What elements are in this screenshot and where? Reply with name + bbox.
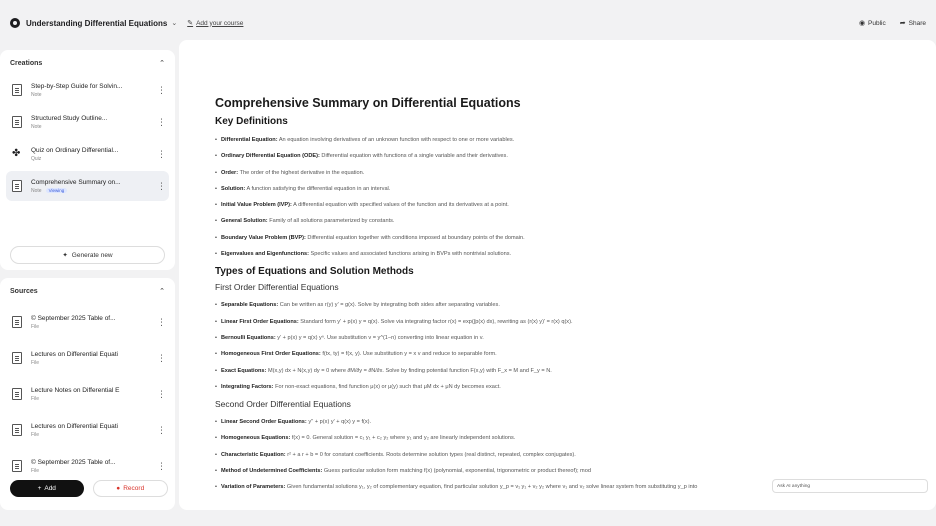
more-options-icon[interactable]: ⋮ [157,148,166,159]
item-title: Lecture Notes on Differential E [31,386,120,394]
note-icon [12,180,22,192]
list-item: • Solution: A function satisfying the differential equation in an interval. [215,185,391,192]
source-item[interactable] [6,379,169,409]
item-title: Quiz on Ordinary Differential... [31,146,119,154]
add-course-link[interactable] [187,19,243,27]
creation-item-active[interactable] [6,171,169,201]
chevron-down-icon[interactable]: ⌄ [171,20,178,27]
globe-icon: ◉ [858,20,866,27]
item-type: File [31,359,40,366]
plus-icon: + [37,485,42,492]
add-source-button[interactable] [10,480,84,497]
file-icon [12,460,22,472]
sources-panel [0,278,175,510]
item-title: Lectures on Differential Equati [31,422,118,430]
item-type: Note [31,91,42,98]
creation-item[interactable] [6,75,169,105]
section-heading: Key Definitions [215,116,288,127]
item-type: File [31,395,40,402]
list-item: • Exact Equations: M(x,y) dx + N(x,y) dy = 0 where ∂M/∂y = ∂N/∂x. Solve by finding potential function F(x,y) with F_x = M and F_y = N. [215,367,552,374]
note-icon [12,84,22,96]
item-type: Note [31,123,42,130]
more-options-icon[interactable]: ⋮ [157,424,166,435]
list-item: • Order: The order of the highest derivative in the equation. [215,169,365,176]
app-logo-icon [10,18,20,28]
item-type: File [31,431,40,438]
list-item: • Initial Value Problem (IVP): A differential equation with specified values of the function and its derivatives at a point. [215,202,509,209]
source-item[interactable] [6,415,169,445]
list-item: • Boundary Value Problem (BVP): Differential equation together with conditions imposed at boundary points of the domain. [215,234,525,241]
list-item: • Characteristic Equation: r² + a r + b = 0 for constant coefficients. Roots determine solution types (real distinct, repeated, complex conjugates). [215,451,576,458]
list-item: • Linear First Order Equations: Standard form y' + p(x) y = q(x). Solve via integrating factor r(x) = exp(∫p(x) dx), rewriting as (r(x) y)' = r(x) q(x). [215,318,573,325]
creations-header[interactable] [0,50,175,73]
list-item: • Separable Equations: Can be written as r(y) y' = g(x). Solve by integrating both sides after separating variables. [215,302,500,309]
generate-new-button[interactable] [10,246,165,264]
more-options-icon[interactable]: ⋮ [157,116,166,127]
source-item[interactable] [6,343,169,373]
subsection-heading: First Order Differential Equations [215,282,339,293]
more-options-icon[interactable]: ⋮ [157,388,166,399]
list-item: • Integrating Factors: For non-exact equations, find function μ(x) or μ(y) such that μM dx + μN dy becomes exact. [215,383,501,390]
definitions-list [215,132,925,262]
list-item: • Eigenvalues and Eigenfunctions: Specific values and associated functions arising in BVPs with nontrivial solutions. [215,251,512,258]
subsection-heading: Second Order Differential Equations [215,399,351,410]
share-button[interactable] [900,19,926,27]
item-type: Quiz [31,155,42,162]
item-title: © September 2025 Table of... [31,458,116,466]
list-item: • Ordinary Differential Equation (ODE): Differential equation with functions of a single variable and their derivatives. [215,153,508,160]
list-item: • Bernoulli Equations: y' + p(x) y = q(x) yⁿ. Use substitution v = y^(1−n) converting into linear equation in v. [215,334,484,341]
item-type: Note [31,187,42,194]
more-options-icon[interactable]: ⋮ [157,460,166,471]
item-title: Comprehensive Summary on... [31,178,121,186]
collapse-icon[interactable]: ⌃ [159,60,165,67]
section-heading: Types of Equations and Solution Methods [215,266,414,278]
record-button[interactable] [93,480,169,497]
item-type: File [31,467,40,474]
source-item[interactable] [6,307,169,337]
item-type: File [31,323,40,330]
item-title: Step-by-Step Guide for Solvin... [31,82,123,90]
more-options-icon[interactable]: ⋮ [157,84,166,95]
first-order-list [215,297,925,395]
more-options-icon[interactable]: ⋮ [157,180,166,191]
more-options-icon[interactable]: ⋮ [157,352,166,363]
sources-header[interactable] [0,278,175,301]
add-course-label: Add your course [196,19,244,27]
share-icon: ➦ [899,20,906,27]
document-content [215,96,925,496]
list-item: • Variation of Parameters: Given fundamental solutions y₁, y₂ of complementary equation, find particular solution y_p = v₁ y₁ + v₂ y₂ where v₁ and v₂ solve linear system from substituting y_p into [215,484,698,491]
sparkle-icon: ✦ [62,252,68,259]
creation-item[interactable] [6,107,169,137]
list-item: • General Solution: Family of all solutions parameterized by constants. [215,218,395,225]
sources-heading: Sources [10,287,38,295]
microphone-icon: ● [116,485,121,492]
document-title: Comprehensive Summary on Differential Equations [215,96,521,110]
creation-item[interactable] [6,139,169,169]
list-item: • Homogeneous First Order Equations: f(tx, ty) = f(x, y). Use substitution y = x v and reduce to separable form. [215,351,497,358]
list-item: • Linear Second Order Equations: y'' + p(x) y' + q(x) y = f(x). [215,419,372,426]
course-title[interactable]: Understanding Differential Equations [26,18,168,28]
item-title: Lectures on Differential Equati [31,350,118,358]
item-title: © September 2025 Table of... [31,314,116,322]
source-actions [10,480,168,497]
public-label: Public [868,19,886,27]
collapse-icon[interactable]: ⌃ [159,288,165,295]
list-item: • Homogeneous Equations: f(x) = 0. General solution = c₁ y₁ + c₂ y₂ where y₁ and y₂ are linearly independent solutions. [215,435,516,442]
quiz-icon: ✤ [12,148,21,159]
viewing-badge: Viewing [46,188,68,193]
creations-panel [0,50,175,270]
document-viewer [179,40,936,510]
note-icon [12,116,22,128]
list-item: • Differential Equation: An equation involving derivatives of an unknown function with respect to one or more variables. [215,137,515,143]
file-icon [12,424,22,436]
record-label: Record [123,485,145,492]
item-title: Structured Study Outline... [31,114,108,122]
file-icon [12,388,22,400]
file-icon [12,352,22,364]
public-button[interactable] [859,19,886,27]
source-item[interactable] [6,451,169,481]
generate-label: Generate new [71,251,113,259]
creations-heading: Creations [10,59,43,67]
pencil-icon: ✎ [187,20,194,27]
add-label: Add [44,485,56,492]
top-actions [859,19,926,27]
list-item: • Method of Undetermined Coefficients: Guess particular solution form matching f(x) (polynomial, exponential, trigonometric or product thereof); mod [215,468,591,475]
file-icon [12,316,22,328]
more-options-icon[interactable]: ⋮ [157,316,166,327]
share-label: Share [908,19,926,27]
ask-ai-input[interactable]: Ask AI anything [772,479,928,493]
